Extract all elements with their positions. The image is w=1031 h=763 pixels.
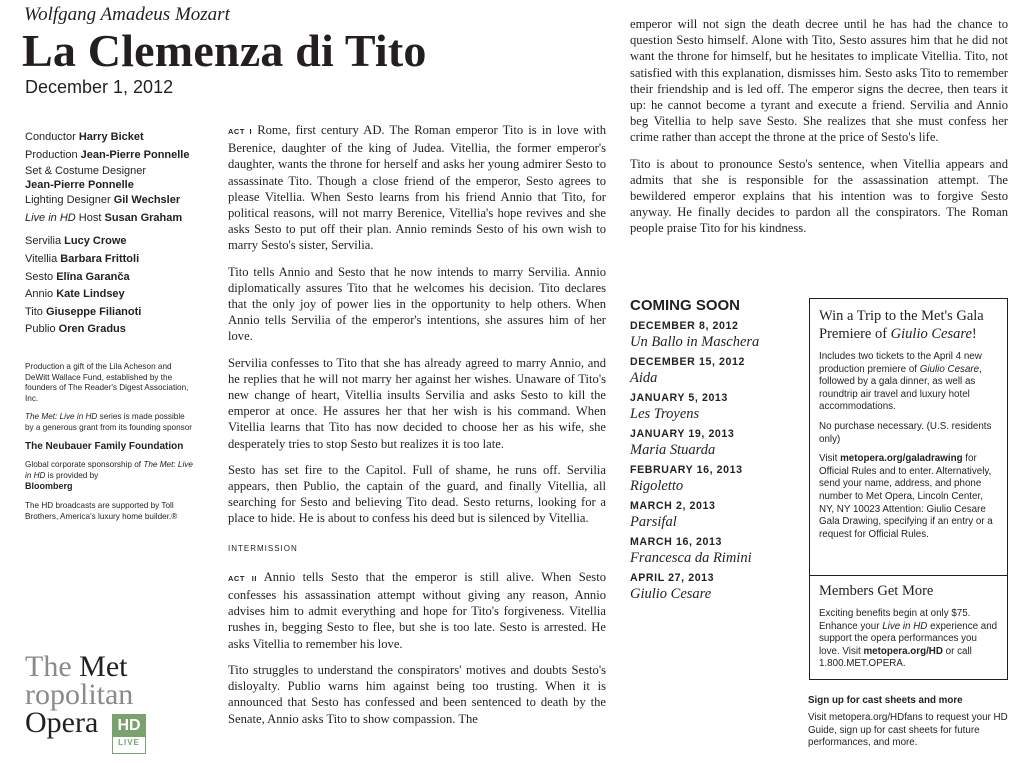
- sponsor-production-gift: Production a gift of the Lila Acheson and DeWitt Wallace Fund, established by the founders of The Reader's Digest Association, Inc.: [25, 362, 189, 403]
- logo-line-3: Opera: [25, 706, 99, 739]
- cast-name: Giuseppe Filianoti: [46, 305, 142, 318]
- credit-production: [25, 147, 215, 165]
- coming-soon-item: [630, 463, 810, 495]
- win-p3-post: for Official Rules and to enter. Alternatively, send your name, address, and phone number to Met Opera, Lincoln Center, NY, NY 10023 Attention: Giulio Cesare Gala Drawing, specifying if an entry or a request for Official Rules.: [819, 453, 993, 540]
- coming-soon-date: FEBRUARY 16, 2013: [630, 464, 743, 476]
- cast-item: [25, 233, 215, 251]
- cast-item: [25, 269, 215, 287]
- galadrawing-link[interactable]: metopera.org/galadrawing: [840, 453, 963, 465]
- credit-conductor: [25, 129, 215, 147]
- coming-soon-title: Un Ballo in Maschera: [630, 334, 760, 350]
- win-trip-p3: [819, 453, 998, 541]
- sponsor-hd-broadcasts: The HD broadcasts are supported by Toll Brothers, America's luxury home builder.®: [25, 500, 178, 521]
- coming-soon-item: [630, 355, 810, 387]
- cast-role: Sesto: [25, 270, 54, 283]
- sponsor-series: [25, 412, 195, 433]
- sponsor-global-italic: The Met: Live in HD: [25, 460, 193, 480]
- credit-name: Susan Graham: [104, 211, 183, 224]
- sponsor-series-text: series is made possible by a generous grant from its founding sponsor: [25, 412, 193, 432]
- coming-soon-title: Les Troyens: [630, 406, 700, 422]
- cast-role: Vitellia: [25, 252, 58, 265]
- cast-name: Oren Gradus: [58, 323, 126, 336]
- synopsis-column-1: [228, 122, 606, 737]
- cast-role: Servilia: [25, 235, 62, 248]
- synopsis-text: Annio tells Sesto that the emperor is still alive. When Sesto confesses his assassination attempt without giving any reason, Annio advises him to admit everything and hope for Tito's forgiveness. Vitellia rushes in, begging Sesto to flee, but she is too late. Sesto is arrested. He asks Vitellia to remember his love.: [228, 569, 606, 651]
- synopsis-paragraph: Servilia confesses to Tito that she has already agreed to marry Annio, and he replies that he will not marry her against her wishes. Unaware of Tito's new change of heart, Vitellia insults Servilia and asks Sesto to kill the emperor at once. He assures her that her wish is his command. When Vitellia learns that Tito has now decided to choose her as his wife, she desperately tries to stop Sesto but realizes it is too late.: [228, 355, 606, 451]
- credit-name: Harry Bicket: [78, 131, 144, 143]
- sponsor-global-pre: Global corporate sponsorship of: [25, 460, 144, 470]
- credit-role-italic: Live in HD: [25, 211, 76, 224]
- signup-heading: Sign up for cast sheets and more: [808, 695, 963, 706]
- live-label: LIVE: [118, 738, 140, 747]
- win-trip-box: [809, 298, 1008, 576]
- bloomberg-logo: Bloomberg: [25, 481, 73, 492]
- coming-soon-title: Rigoletto: [630, 478, 684, 494]
- coming-soon-title: Aida: [630, 370, 658, 386]
- logo-the: The: [25, 650, 80, 683]
- credit-set-costume: [25, 164, 215, 192]
- credit-name: Jean-Pierre Ponnelle: [80, 148, 190, 161]
- members-text-mid: experience and support the opera performances you love. Visit: [819, 620, 998, 657]
- credit-role: Production: [25, 148, 78, 161]
- coming-soon-date: MARCH 2, 2013: [630, 500, 716, 512]
- credit-role: Conductor: [25, 131, 76, 143]
- cast-item: [25, 286, 215, 304]
- composer-name: Wolfgang Amadeus Mozart: [24, 4, 230, 25]
- sponsor-global-post: is provided by: [45, 470, 99, 480]
- coming-soon-list: [630, 297, 810, 607]
- cast-name: Kate Lindsey: [56, 288, 125, 301]
- metopera-hd-link[interactable]: metopera.org/HD: [863, 645, 943, 657]
- cast-name: Elīna Garanča: [56, 270, 130, 283]
- cast-item: [25, 304, 215, 322]
- coming-soon-title: Giulio Cesare: [630, 586, 712, 602]
- credit-lighting: [25, 192, 215, 210]
- coming-soon-title: Parsifal: [630, 514, 677, 530]
- synopsis-paragraph: Tito is about to pronounce Sesto's sentence, when Vitellia appears and admits that she is responsible for the assassination attempt. The bewildered emperor explains that his intention was to forgive Sesto anyway. He finally decides to pardon all the conspirators. The Roman people praise Tito for his kindness.: [630, 156, 1008, 236]
- coming-soon-item: [630, 391, 810, 423]
- win-trip-heading: [819, 307, 998, 343]
- coming-soon-date: JANUARY 5, 2013: [630, 392, 728, 404]
- credit-role: Set & Costume Designer: [25, 165, 147, 178]
- cast-name: Lucy Crowe: [64, 235, 127, 248]
- coming-soon-item: [630, 535, 810, 567]
- cast-name: Barbara Frittoli: [60, 252, 140, 265]
- cast-role: Tito: [25, 305, 43, 318]
- signup-body: Visit metopera.org/HDfans to request your HD Guide, sign up for cast sheets for future performances, and more.: [808, 711, 1008, 749]
- synopsis-paragraph: Sesto has set fire to the Capitol. Full of shame, he runs off. Servilia appears, then Publio, the captain of the guard, and finally Vitellia, all searching for Sesto and believing Tito dead. Sesto returns, looking for a place to hide. He is about to confess his deed but is silenced by Vitellia.: [228, 462, 606, 526]
- win-heading-italic: Giulio Cesare: [890, 326, 972, 342]
- members-box: [809, 576, 1008, 680]
- coming-soon-item: [630, 571, 810, 603]
- cast-item: [25, 321, 215, 339]
- win-trip-body: [819, 351, 998, 541]
- coming-soon-item: [630, 499, 810, 531]
- members-text-post: or call 1.800.MET.OPERA.: [819, 645, 972, 670]
- hd-live-badge: [112, 714, 146, 754]
- cast-role: Annio: [25, 288, 54, 301]
- synopsis-paragraph: [228, 122, 606, 254]
- win-trip-p1: [819, 351, 998, 414]
- win-trip-p2: No purchase necessary. (U.S. residents only): [819, 420, 992, 445]
- coming-soon-date: MARCH 16, 2013: [630, 536, 723, 548]
- hd-label: HD: [113, 715, 145, 737]
- credit-role: Host: [75, 211, 102, 224]
- members-heading: Members Get More: [819, 583, 934, 599]
- intermission-label: INTERMISSION: [228, 543, 298, 553]
- cast-role: Publio: [25, 323, 56, 336]
- synopsis-paragraph: emperor will not sign the death decree until he has had the chance to question Sesto himself. Alone with Tito, Sesto assures him that he did not want the throne for himself, but he hesitates to implicate Vitellia. Tito, not satisfied with this explanation, dismisses him. Sesto asks Tito to remember their friendship and is led off. The emperor signs the decree, then tears it up: he cannot become a tyrant and execute a friend. Servilia and Annio beg Vitellia to help save Sesto. She realizes that she must confess her crime rather than accept the throne at the price of Sesto's life.: [630, 17, 1008, 145]
- sponsor-global: [25, 460, 195, 493]
- credit-name: Jean-Pierre Ponnelle: [25, 179, 134, 192]
- win-p1-text: Includes two tickets to the April 4 new production premiere of: [819, 351, 982, 375]
- coming-soon-title: Francesca da Rimini: [630, 550, 752, 566]
- act-label: ACT I: [228, 127, 253, 136]
- coming-soon-date: DECEMBER 8, 2012: [630, 320, 739, 332]
- synopsis-paragraph: [228, 569, 606, 652]
- act-label: ACT II: [228, 573, 257, 583]
- coming-soon-date: APRIL 27, 2013: [630, 572, 715, 584]
- met-opera-logo: [25, 652, 175, 752]
- logo-met: Met: [79, 650, 128, 683]
- members-body: [819, 608, 998, 671]
- win-p3-text: Visit: [819, 453, 841, 465]
- credit-host: [25, 210, 215, 228]
- sponsors-block: [25, 362, 195, 530]
- coming-soon-item: [630, 319, 810, 351]
- performance-date: December 1, 2012: [25, 77, 174, 97]
- win-heading-text: Win a Trip to the Met's Gala Premiere of: [819, 308, 984, 342]
- coming-soon-title: Maria Stuarda: [630, 442, 716, 458]
- sponsor-neubauer: The Neubauer Family Foundation: [25, 440, 184, 452]
- synopsis-paragraph: Tito tells Annio and Sesto that he now intends to marry Servilia. Annio diplomatically assures Tito that he welcomes his decision. Tito declares that the only joy of power lies in the opportunity to help others. When Annio tells Servilia of the emperor's intentions, she assures him of her love.: [228, 264, 606, 344]
- win-p1-italic: Giulio Cesare: [919, 363, 980, 375]
- credit-role: Lighting Designer: [25, 194, 111, 207]
- logo-line-2: ropolitan: [25, 678, 134, 711]
- win-heading-post: !: [971, 326, 977, 342]
- coming-soon-heading: COMING SOON: [630, 297, 741, 314]
- members-text: Exciting benefits begin at only $75. Enhance your: [819, 608, 971, 632]
- sponsor-series-italic: The Met: Live in HD: [25, 412, 98, 422]
- coming-soon-date: JANUARY 19, 2013: [630, 428, 735, 440]
- synopsis-column-2: [630, 16, 1008, 247]
- members-italic: Live in HD: [882, 620, 928, 632]
- credit-name: Gil Wechsler: [113, 194, 181, 207]
- page-title: La Clemenza di Tito: [22, 25, 427, 76]
- synopsis-text: Rome, first century AD. The Roman emperor Tito is in love with Berenice, daughter of the king of Judea. Vitellia, the former emperor's daughter, wants the throne for herself and asks her young admirer Sesto to assassinate Tito. Though a close friend of the emperor, Sesto agrees to please Vitellia. When Sesto learns from his friend Annio that Tito, for political reasons, will not marry Berenice, Vitellia's hope revives and she asks Sesto to put off their plan. Annio reminds Sesto of his own wish to marry Sesto's sister, Servilia.: [228, 123, 606, 253]
- coming-soon-date: DECEMBER 15, 2012: [630, 356, 746, 368]
- synopsis-paragraph: Tito struggles to understand the conspirators' motives and doubts Sesto's disloyalty. Publio warns him against being too trusting. When it is announced that Sesto has confessed and been sentenced to death by the Senate, Annio asks Tito to show compassion. The: [228, 662, 606, 726]
- credits-list: [25, 129, 215, 339]
- signup-block: [808, 695, 1013, 750]
- win-p1-post: , followed by a gala dinner, as well as roundtrip air travel and luxury hotel accommodations.: [819, 363, 982, 413]
- cast-item: [25, 251, 215, 269]
- coming-soon-item: [630, 427, 810, 459]
